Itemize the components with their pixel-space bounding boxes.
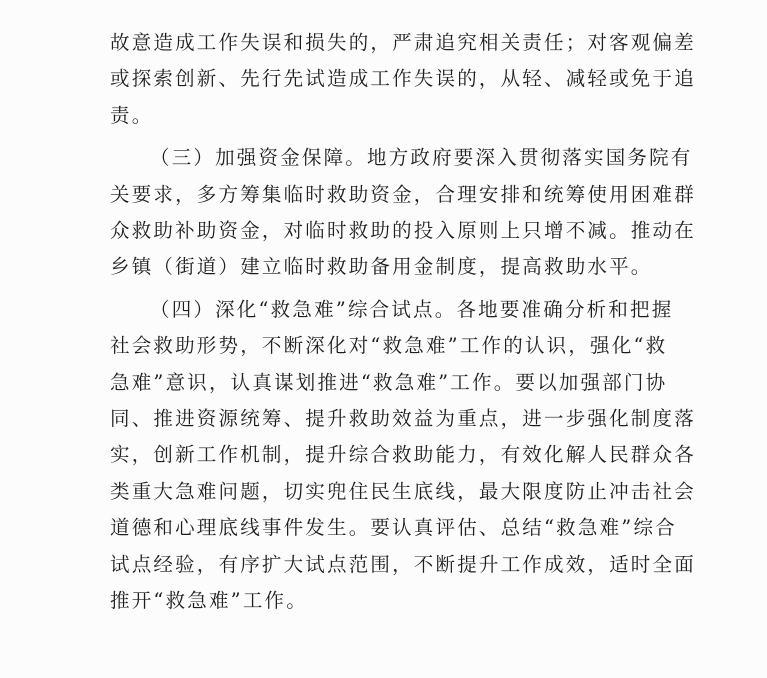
text-line: 试点经验，有序扩大试点范围，不断提升工作成效，适时全面 bbox=[110, 552, 696, 576]
text-line: 急难”意识，认真谋划推进“救急难”工作。要以加强部门协 bbox=[110, 370, 668, 394]
text-line: （三）加强资金保障。地方政府要深入贯彻落实国务院有 bbox=[150, 146, 693, 170]
text-line: 责。 bbox=[110, 103, 154, 127]
text-line: 众救助补助资金，对临时救助的投入原则上只增不减。推动在 bbox=[110, 219, 696, 243]
text-line: 故意造成工作失误和损失的，严肃追究相关责任；对客观偏差 bbox=[110, 31, 696, 54]
text-line: 类重大急难问题，切实兜住民生底线，最大限度防止冲击社会 bbox=[110, 479, 696, 503]
text-line: 或探索创新、先行先试造成工作失误的，从轻、减轻或免于追 bbox=[110, 67, 696, 91]
paragraph-accountability bbox=[110, 25, 730, 134]
text-line: 同、推进资源统筹、提升救助效益为重点，进一步强化制度落 bbox=[110, 407, 696, 431]
document-body bbox=[110, 25, 730, 620]
text-line: 关要求，多方筹集临时救助资金，合理安排和统筹使用困难群 bbox=[110, 182, 696, 206]
text-line: 推开“救急难”工作。 bbox=[110, 589, 308, 613]
paragraph-funding-guarantee bbox=[110, 140, 730, 286]
text-line: 乡镇（街道）建立临时救助备用金制度，提高救助水平。 bbox=[110, 255, 653, 279]
text-line: 道德和心理底线事件发生。要认真评估、总结“救急难”综合 bbox=[110, 516, 677, 540]
paragraph-emergency-pilot bbox=[110, 292, 730, 620]
text-line: 实，创新工作机制，提升综合救助能力，有效化解人民群众各 bbox=[110, 443, 696, 467]
text-line: 社会救助形势，不断深化对“救急难”工作的认识，强化“救 bbox=[110, 334, 668, 358]
text-line: （四）深化“救急难”综合试点。各地要准确分析和把握 bbox=[150, 297, 674, 321]
